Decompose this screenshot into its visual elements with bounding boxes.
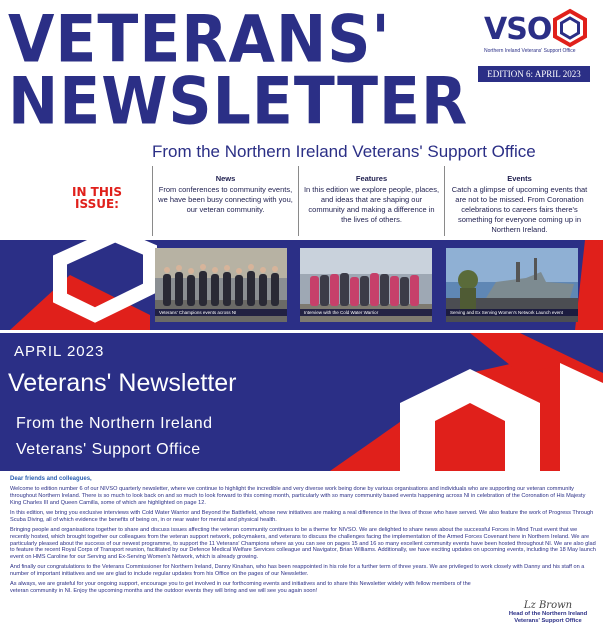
issue-column-heading: Features xyxy=(355,174,388,183)
cover-banner xyxy=(0,333,603,471)
letter-paragraph: As always, we are grateful for your ongoing support, encourage you to get involved in our forthcoming events and initiatives and to share this Newsletter widely with fellow members of the veteran community in NI. Enjoy the upcoming months and the outdoor events they will bring and we will see you again soon! xyxy=(10,581,471,595)
cover-date: APRIL 2023 xyxy=(14,343,105,360)
photo-caption: Interview with the Cold Water Warrior xyxy=(300,309,432,316)
title-newsletter: NEWSLETTER xyxy=(8,64,469,140)
in-this-issue-label xyxy=(52,186,142,210)
welcome-letter xyxy=(10,476,596,598)
issue-column-text: In this edition we explore people, places, and ideas that are shaping our community and making a difference in the lives of others. xyxy=(303,185,440,224)
signatory-title-line2: Veterans' Support Office xyxy=(514,618,582,624)
masthead xyxy=(0,0,603,170)
title-veterans: VETERANS' xyxy=(8,2,391,78)
photo-caption: Serving and Ex Serving Women's Network Launch event xyxy=(446,309,578,316)
cover-title: Veterans' Newsletter xyxy=(8,369,237,397)
letter-paragraph: In this edition, we bring you exclusive interviews with Cold Water Warrior and Beyond the Battlefield, whose new initiatives are making a real difference in the lives of those who have served. We also feature the work of Progress Through Scuba Diving, all of which evidence the benefits of being on, in or near water for mental and physical health. xyxy=(10,509,594,523)
photo-cold-water-warrior xyxy=(300,248,432,322)
issue-column-text: Catch a glimpse of upcoming events that are not to be missed. From Coronation celebrations to careers fairs there's something for everyone coming up in Northern Ireland. xyxy=(451,185,588,234)
photo-veterans-champions xyxy=(155,248,287,322)
cover-subtitle-line1: From the Northern Ireland xyxy=(16,415,213,432)
hexagon-logo-icon xyxy=(550,8,590,48)
signatory-title-line1: Head of the Northern Ireland xyxy=(508,611,588,617)
photo-womens-network xyxy=(446,248,578,322)
issue-column-heading: News xyxy=(215,174,236,183)
letter-paragraph: Bringing people and organisations together to share and discuss issues affecting the veteran community continues to be a theme for NIVSO. We are delighted to share news about the successful Forces in Mind Trust event that we recently hosted, which brought together our colleagues from the veteran support network, policymakers, and veterans to discuss the challenges facing the implementation of the Armed Forces Covenant here in Northern Ireland. We are particularly pleased about the success of our newest programme, to support the 11 Veterans' Champions where as you can see on pages 15 and 16 so many excellent community events have been hosted throughout NI. We are also glad to feature the recent Royal Corps of Transport reunion, facilitated by our Defence Medical Welfare Services colleague and Navigator, Brian Williams. Additionally, we have exciting updates on upcoming events, including the 18 May launch event on HMS Caroline for our Serving and Ex-Serving Women's Network, which is already growing. xyxy=(10,526,596,561)
in-this-issue-label-line1: IN THIS xyxy=(71,185,123,199)
vso-logo xyxy=(484,6,594,60)
issue-column-features xyxy=(298,166,444,236)
vso-logo-caption: Northern Ireland Veterans' Support Office xyxy=(484,48,576,54)
signature-block xyxy=(500,600,596,625)
in-this-issue-label-line2: ISSUE: xyxy=(75,197,119,211)
masthead-subtitle: From the Northern Ireland Veterans' Support Office xyxy=(152,142,536,161)
issue-column-text: From conferences to community events, we have been busy connecting with you, our veteran community. xyxy=(158,185,293,214)
photo-band xyxy=(0,240,603,330)
letter-greeting: Dear friends and colleagues, xyxy=(10,476,92,482)
issue-column-heading: Events xyxy=(507,174,532,183)
photo-caption: Veterans' Champions events across NI xyxy=(155,309,287,316)
in-this-issue xyxy=(0,166,603,242)
issue-column-events xyxy=(444,166,594,236)
letter-paragraph: Welcome to edition number 6 of our NIVSO quarterly newsletter, where we continue to highlight the incredible and very diverse work being done by various organisations and individuals who are supporting our veteran community throughout Northern Ireland. There is so much to look back on and so much to look forward to this coming month, particularly with so many community based events happening across NI in celebration of the Coronation of His Majesty King Charles III and Queen Camilla, some of which are highlighted on page 12. xyxy=(10,486,586,506)
handwritten-signature: Lz Brown xyxy=(523,600,573,611)
edition-badge: EDITION 6: APRIL 2023 xyxy=(478,66,590,82)
cover-subtitle-line2: Veterans' Support Office xyxy=(16,441,201,458)
letter-paragraph: And finally our congratulations to the Veterans Commissioner for Northern Ireland, Danny Kinahan, who has been reappointed in his role for a further term of three years. We are privileged to work closely with Danny and his staff on a number of important initiatives and we are glad to include regular updates from his Office on the pages of our Newsletter. xyxy=(10,564,585,578)
issue-column-news xyxy=(152,166,298,236)
vso-logo-text: VSO xyxy=(484,12,552,47)
